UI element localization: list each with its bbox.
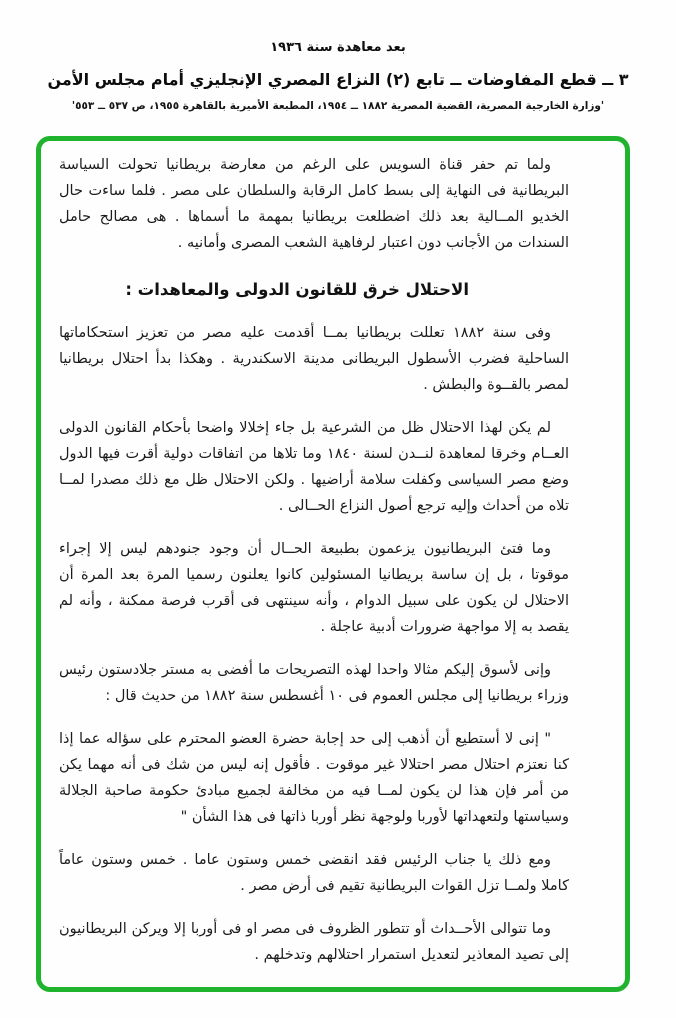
- body-paragraph: لم يكن لهذا الاحتلال ظل من الشرعية بل جاء إخلالا واضحا بأحكام القانون الدولى العــام وخرقا لمعاهدة لنــدن لسنة ١٨٤٠ وما تلاها من اتفاقات دولية أقرت فيها الدول وضع مصر السياسى وكفلت سلامة أراضيها . ولكن الاحتلال ظل مع ذلك مصدرا لمــا تلاه من أحداث وإليه ترجع أصول النزاع الحــالى .: [59, 420, 569, 514]
- body-paragraph: " إنى لا أستطيع أن أذهب إلى حد إجابة حضرة العضو المحترم على سؤاله عما إذا كنا نعتزم احتلال مصر احتلالا غير موقوت . فأقول إنه ليس من شك فى أنه مهما يكن من أمر فإن هذا لن يكون لمــا فيه من مخالفة لجميع مبادئ حكومة صاحبة الجلالة وسياستها ولتعهداتها لأوربا ولوجهة نظر أوربا ذاتها فى هذا الشأن ": [59, 731, 569, 825]
- source-citation: 'وزارة الخارجية المصرية، القضية المصرية ١٨٨٢ ــ ١٩٥٤، المطبعة الأميرية بالقاهرة ١٩٥٥، ص ٥٣٧ ــ ٥٥٣': [71, 100, 605, 112]
- body-paragraph: ولما تم حفر قناة السويس على الرغم من معارضة بريطانيا تحولت السياسة البريطانية فى النهاية إلى بسط كامل الرقابة والسلطان على مصر . فلما ساءت حال الخديو المــالية بعد ذلك اضطلعت بريطانيا بمهمة ما أسماها . هى مصالح حامل السندات من الأجانب دون اعتبار لرفاهية الشعب المصرى وأمانيه .: [59, 157, 569, 251]
- body-paragraph: وإنى لأسوق إليكم مثالا واحدا لهذه التصريحات ما أفضى به مستر جلادستون رئيس وزراء بريطانيا إلى مجلس العموم فى ١٠ أغسطس سنة ١٨٨٢ من حديث قال :: [59, 662, 569, 704]
- body-paragraph: ومع ذلك يا جناب الرئيس فقد انقضى خمس وستون عاما . خمس وستون عاماً كاملا ولمــا تزل القوات البريطانية تقيم فى أرض مصر .: [59, 852, 569, 894]
- body-paragraph: وفى سنة ١٨٨٢ تعللت بريطانيا بمــا أقدمت عليه مصر من تعزيز استحكاماتها الساحلية فضرب الأسطول البريطانى مدينة الاسكندرية . وهكذا بدأ احتلال بريطانيا لمصر بالقــوة والبطش .: [59, 325, 569, 393]
- page-header: [0, 0, 676, 112]
- document-title: ٣ ــ قطع المفاوضات ــ تابع (٢) النزاع المصري الإنجليزي أمام مجلس الأمن: [47, 70, 629, 89]
- body-paragraph: وما تتوالى الأحــداث أو تتطور الظروف فى مصر او فى أوربا إلا ويركن البريطانيون إلى تصيد المعاذير لتعديل استمرار احتلالهم وتدخلهم .: [59, 921, 569, 963]
- section-heading: الاحتلال خرق للقانون الدولى والمعاهدات :: [125, 280, 469, 299]
- green-highlight-annotation-box: [36, 136, 630, 992]
- era-label: بعد معاهدة سنة ١٩٣٦: [270, 40, 406, 55]
- body-paragraph: وما فتئ البريطانيون يزعمون بطبيعة الحــال أن وجود جنودهم ليس إلا إجراء موقوتا ، بل إن ساسة بريطانيا المسئولين كانوا يعلنون رسميا المرة بعد المرة أن الاحتلال لن يكون على سبيل الدوام ، وأنه سينتهى فى أقرب فرصة ممكنة ، وأنه لم يقصد به إلا مواجهة ضرورات أدبية عاجلة .: [59, 541, 569, 635]
